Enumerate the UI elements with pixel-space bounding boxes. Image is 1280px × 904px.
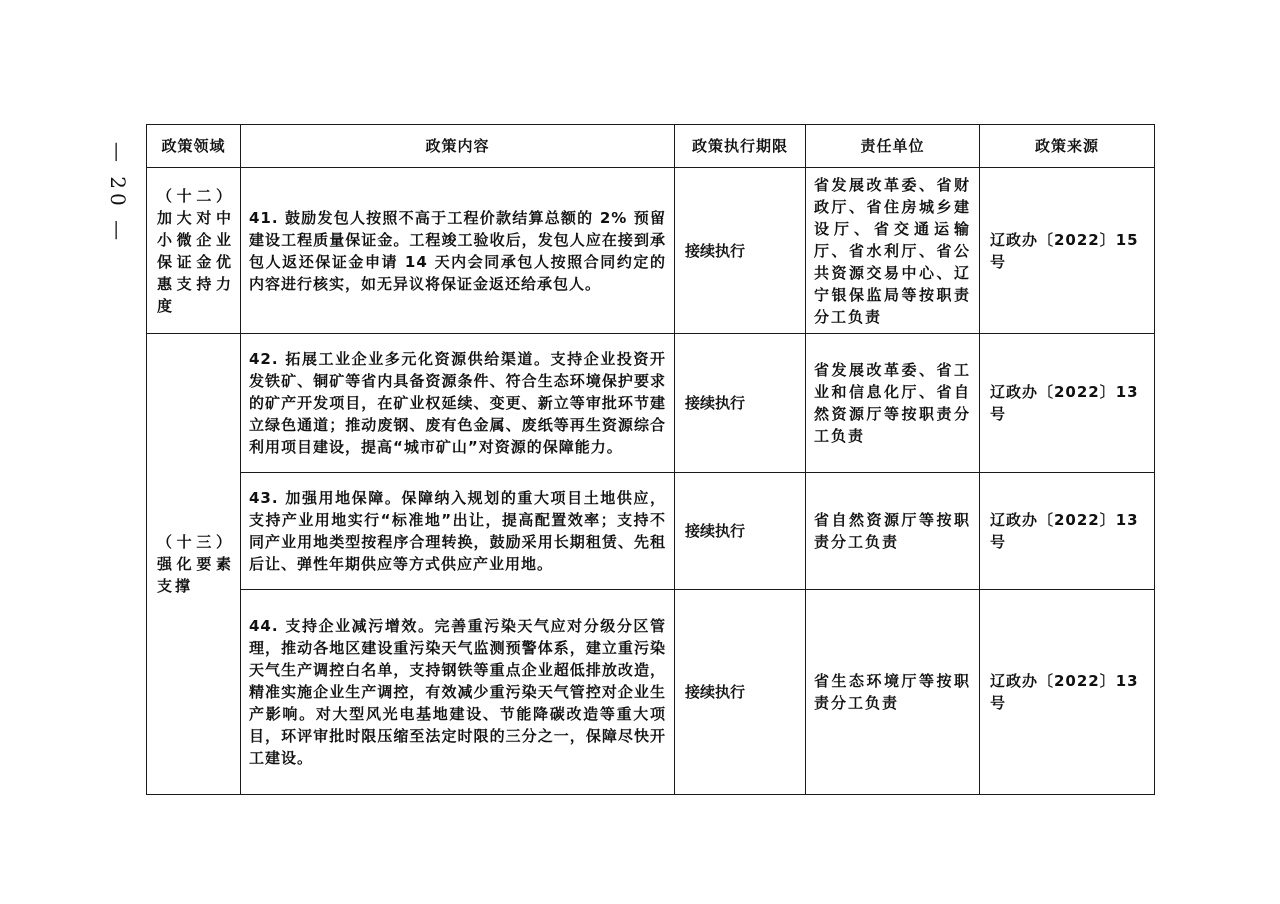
policy-content-cell: 42. 拓展工业企业多元化资源供给渠道。支持企业投资开发铁矿、铜矿等省内具备资源条件、符合生态环境保护要求的矿产开发项目，在矿业权延续、变更、新立等审批环节建立绿色通道；推动废钢、废有色金属、废纸等再生资源综合利用项目建设，提高“城市矿山”对资源的保障能力。 [241, 334, 675, 473]
header-policy-source: 政策来源 [980, 125, 1155, 168]
policy-source-cell: 辽政办〔2022〕13 号 [980, 590, 1155, 795]
responsible-unit-cell: 省发展改革委、省财政厅、省住房城乡建设厅、省交通运输厅、省水利厅、省公共资源交易中心、辽宁银保监局等按职责分工负责 [806, 168, 980, 334]
responsible-unit-cell: 省自然资源厅等按职责分工负责 [806, 473, 980, 590]
policy-source-cell: 辽政办〔2022〕13 号 [980, 473, 1155, 590]
page-number-text: — 20 — [106, 141, 131, 245]
header-policy-content: 政策内容 [241, 125, 675, 168]
policy-area-cell: （十二）加大对中小微企业保证金优惠支持力度 [147, 168, 241, 334]
policy-source-cell: 辽政办〔2022〕13 号 [980, 334, 1155, 473]
table-row [147, 168, 1155, 334]
header-responsible-unit: 责任单位 [806, 125, 980, 168]
execution-period-cell: 接续执行 [675, 168, 806, 334]
table-row [147, 334, 1155, 473]
execution-period-cell: 接续执行 [675, 473, 806, 590]
policy-table [146, 124, 1155, 795]
policy-content-cell: 43. 加强用地保障。保障纳入规划的重大项目土地供应，支持产业用地实行“标准地”出让，提高配置效率；支持不同产业用地类型按程序合理转换，鼓励采用长期租赁、先租后让、弹性年期供应等方式供应产业用地。 [241, 473, 675, 590]
execution-period-cell: 接续执行 [675, 590, 806, 795]
policy-content-cell: 41. 鼓励发包人按照不高于工程价款结算总额的 2% 预留建设工程质量保证金。工程竣工验收后，发包人应在接到承包人返还保证金申请 14 天内会同承包人按照合同约定的内容进行核实，如无异议将保证金返还给承包人。 [241, 168, 675, 334]
page-number [98, 141, 138, 245]
responsible-unit-cell: 省生态环境厅等按职责分工负责 [806, 590, 980, 795]
policy-source-cell: 辽政办〔2022〕15 号 [980, 168, 1155, 334]
header-execution-period: 政策执行期限 [675, 125, 806, 168]
table-row [147, 590, 1155, 795]
responsible-unit-cell: 省发展改革委、省工业和信息化厅、省自然资源厅等按职责分工负责 [806, 334, 980, 473]
header-policy-area: 政策领域 [147, 125, 241, 168]
policy-area-cell: （十三）强化要素支撑 [147, 334, 241, 795]
policy-content-cell: 44. 支持企业减污增效。完善重污染天气应对分级分区管理，推动各地区建设重污染天气监测预警体系，建立重污染天气生产调控白名单，支持钢铁等重点企业超低排放改造，精准实施企业生产调控，有效减少重污染天气管控对企业生产影响。对大型风光电基地建设、节能降碳改造等重大项目，环评审批时限压缩至法定时限的三分之一，保障尽快开工建设。 [241, 590, 675, 795]
table-header-row [147, 125, 1155, 168]
execution-period-cell: 接续执行 [675, 334, 806, 473]
table-row [147, 473, 1155, 590]
